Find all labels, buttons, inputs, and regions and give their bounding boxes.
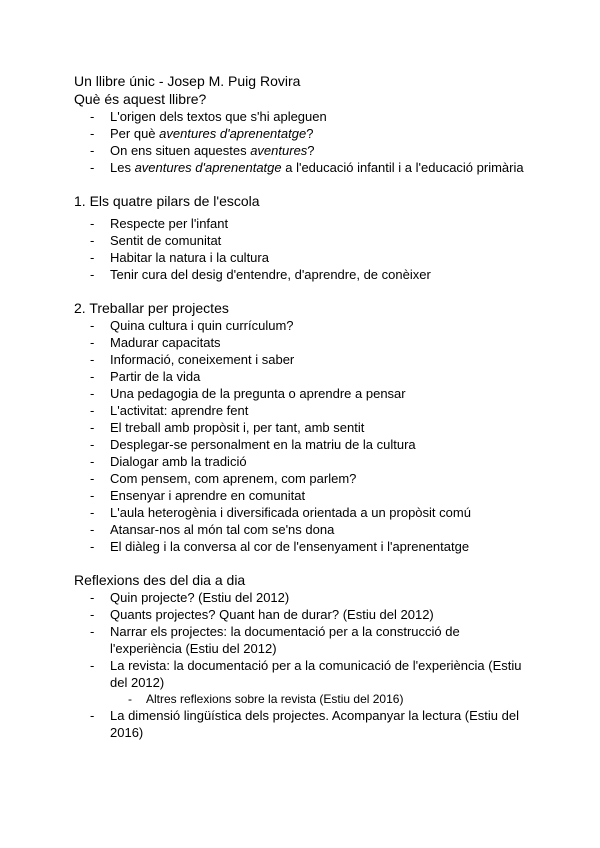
list-item: - Narrar els projectes: la documentació per a la construcció de l'experiència (Estiu del 2012) (74, 623, 534, 657)
section-2-list (74, 317, 534, 555)
list-item: - Atansar-nos al món tal com se'ns dona (74, 521, 534, 538)
list-item: - Ensenyar i aprendre en comunitat (74, 487, 534, 504)
list-item (74, 108, 534, 125)
document-title: Un llibre únic - Josep M. Puig Rovira (74, 73, 301, 89)
list-item: - L'activitat: aprendre fent (74, 402, 534, 419)
list-item: - Desplegar-se personalment en la matriu de la cultura (74, 436, 534, 453)
list-item (74, 142, 534, 159)
list-item: - Tenir cura del desig d'entendre, d'aprendre, de conèixer (74, 266, 534, 283)
list-item: - L'aula heterogènia i diversificada orientada a un propòsit comú (74, 504, 534, 521)
list-item: - Habitar la natura i la cultura (74, 249, 534, 266)
list-item: - Una pedagogia de la pregunta o aprendre a pensar (74, 385, 534, 402)
item-text-em: aventures d'aprenentatge (134, 160, 282, 175)
list-item: - Com pensem, com aprenem, com parlem? (74, 470, 534, 487)
item-text: L'origen dels textos que s'hi apleguen (110, 109, 327, 124)
list-item: - Quin projecte? (Estiu del 2012) (74, 589, 534, 606)
section-3-heading: Reflexions des del dia a dia (74, 572, 246, 588)
intro-heading: Què és aquest llibre? (74, 91, 207, 107)
section-1-heading: 1. Els quatre pilars de l'escola (74, 193, 260, 209)
list-item (74, 159, 534, 176)
item-text-post: ? (306, 126, 314, 141)
list-item: - Respecte per l'infant (74, 215, 534, 232)
item-text-pre: Les (110, 160, 135, 175)
list-item: - Sentit de comunitat (74, 232, 534, 249)
list-subitem: - Altres reflexions sobre la revista (Estiu del 2016) (74, 691, 534, 707)
list-item: - Quina cultura i quin currículum? (74, 317, 534, 334)
list-item (74, 125, 534, 142)
list-item: - La dimensió lingüística dels projectes. Acompanyar la lectura (Estiu del 2016) (74, 707, 534, 741)
document-page (74, 72, 534, 741)
list-item: - Partir de la vida (74, 368, 534, 385)
list-item: - El treball amb propòsit i, per tant, amb sentit (74, 419, 534, 436)
item-text-em: aventures (250, 143, 308, 158)
section-2-heading: 2. Treballar per projectes (74, 300, 229, 316)
section-3-list (74, 589, 534, 741)
list-item: - Quants projectes? Quant han de durar? (Estiu del 2012) (74, 606, 534, 623)
list-item: - El diàleg i la conversa al cor de l'ensenyament i l'aprenentatge (74, 538, 534, 555)
list-item: - Dialogar amb la tradició (74, 453, 534, 470)
item-text-pre: On ens situen aquestes (110, 143, 251, 158)
item-text-post: a l'educació infantil i a l'educació primària (281, 160, 524, 175)
item-text-em: aventures d'aprenentatge (159, 126, 307, 141)
section-1-list (74, 215, 534, 283)
list-item: - Informació, coneixement i saber (74, 351, 534, 368)
list-item: - Madurar capacitats (74, 334, 534, 351)
item-text-pre: Per què (110, 126, 160, 141)
item-text-post: ? (307, 143, 315, 158)
list-item: - La revista: la documentació per a la comunicació de l'experiència (Estiu del 2012) (74, 657, 534, 691)
intro-list (74, 108, 534, 176)
